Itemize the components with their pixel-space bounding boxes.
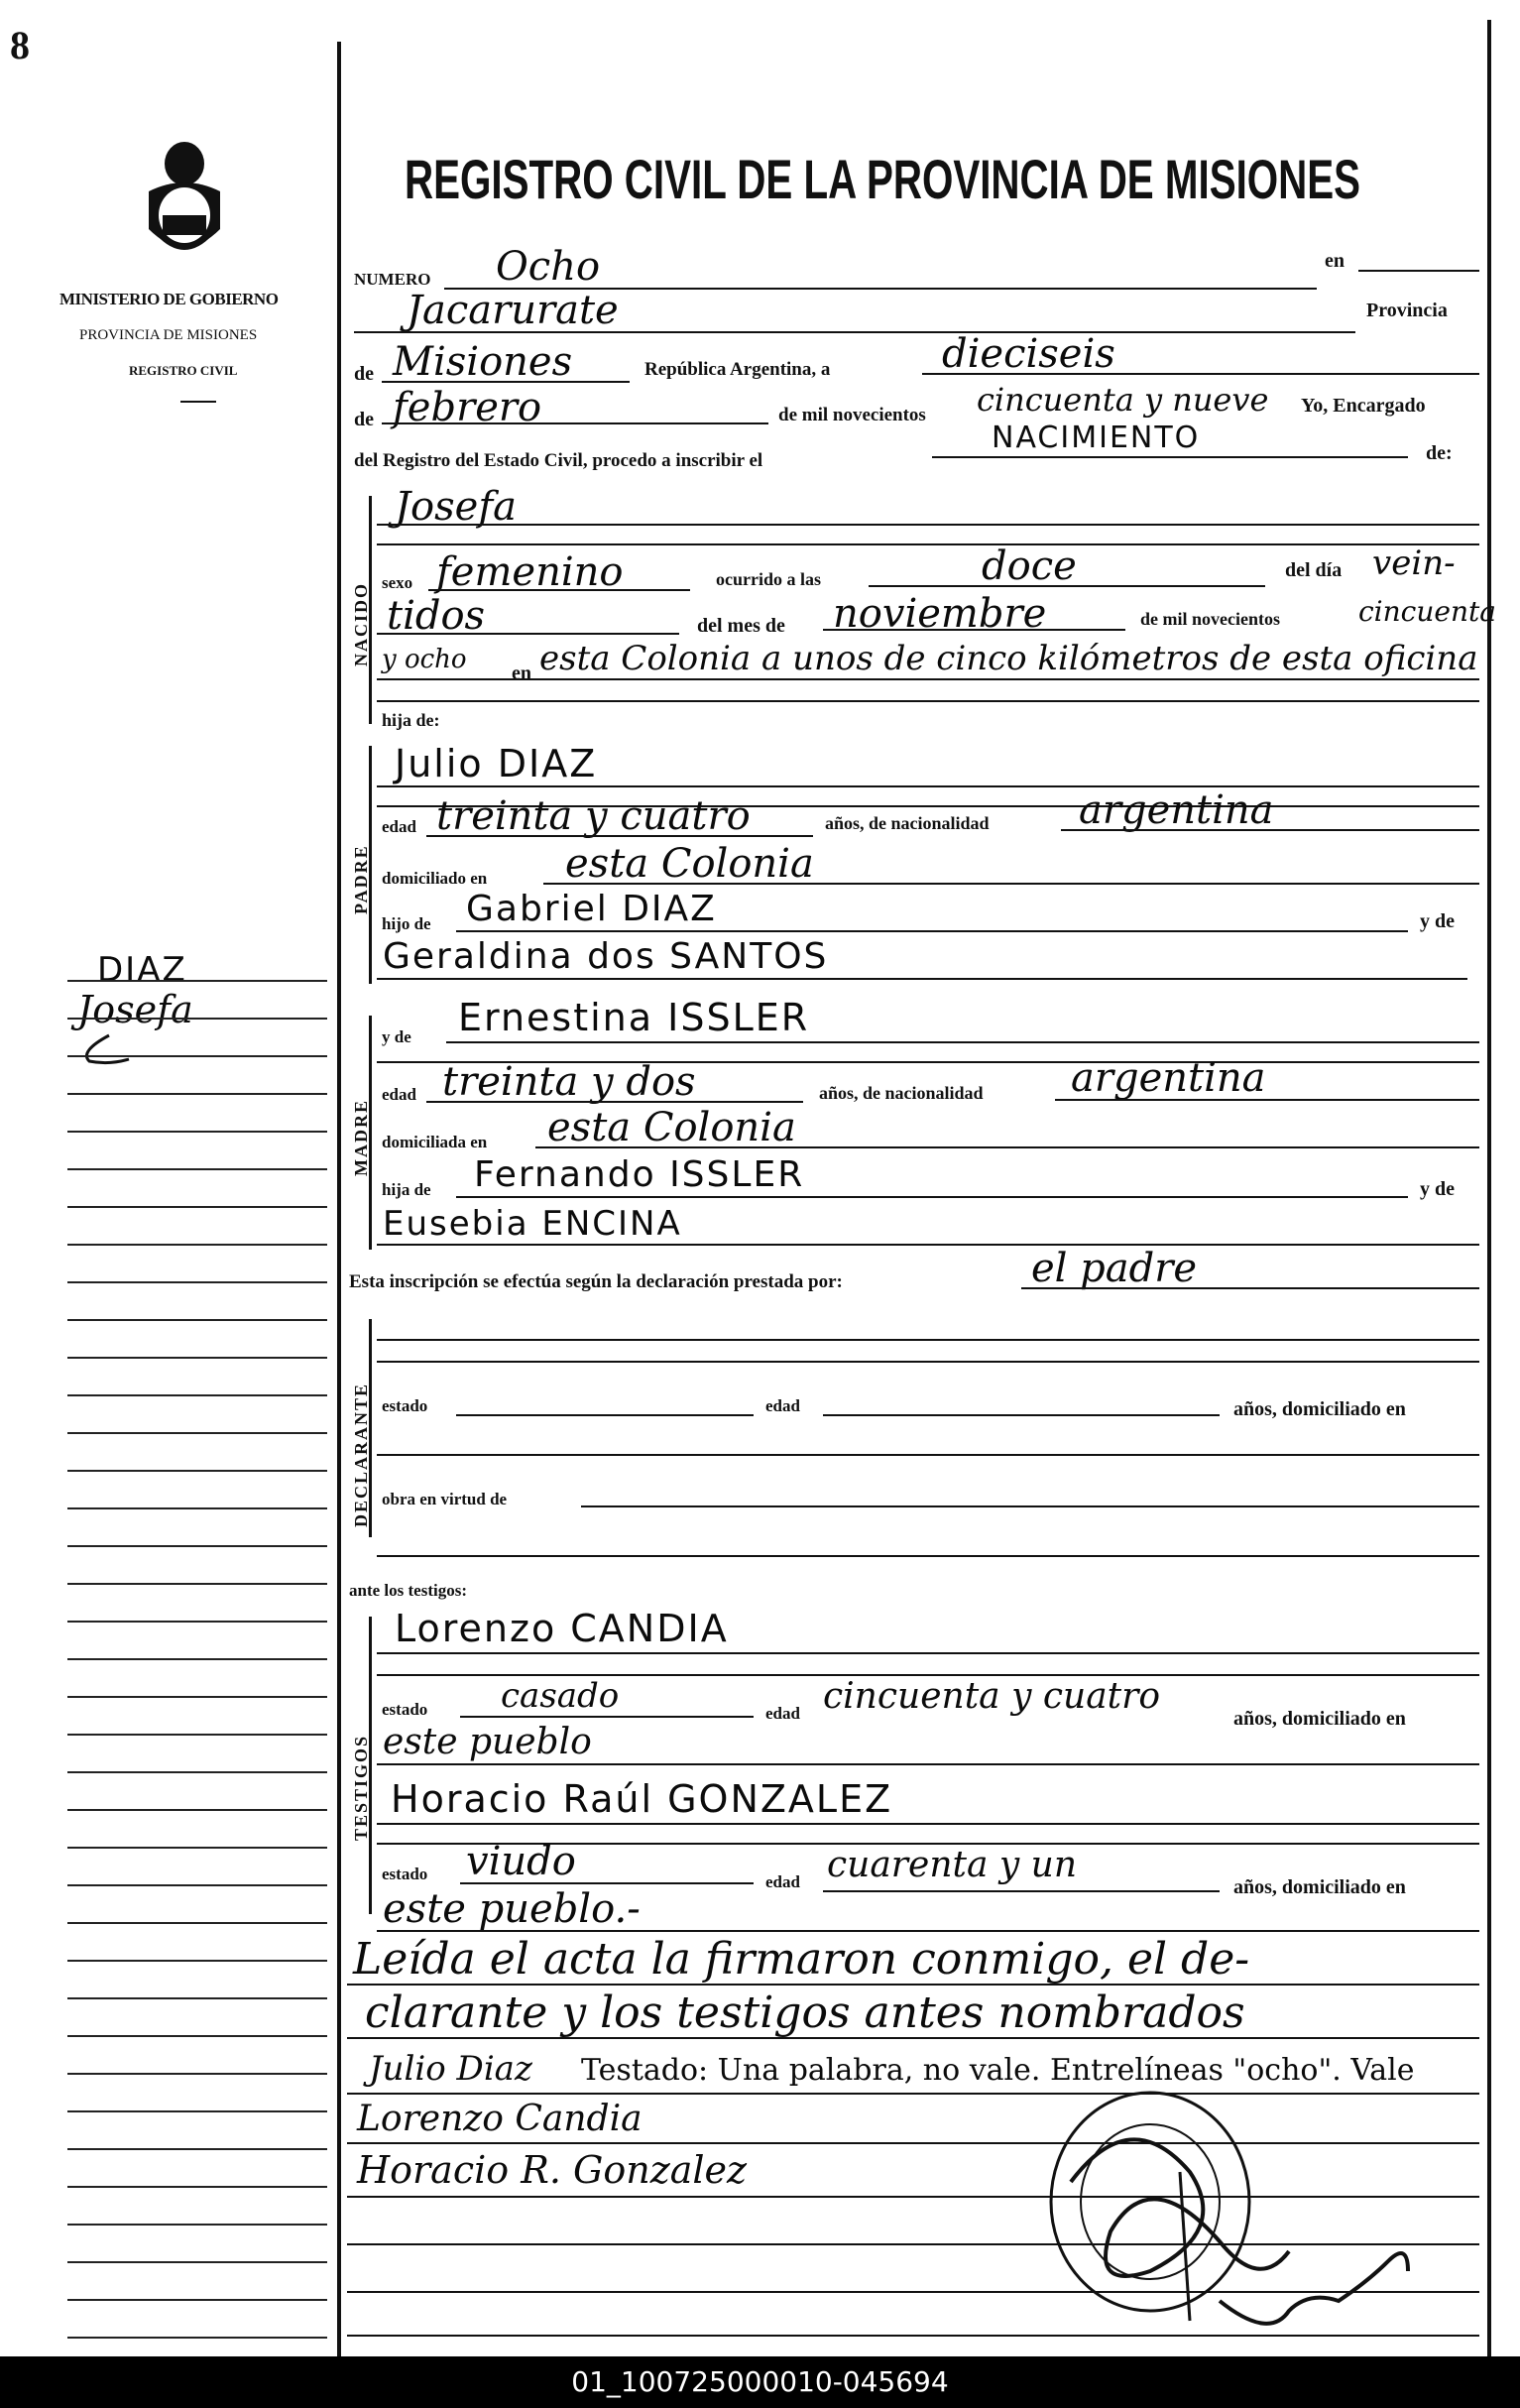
field-line [428, 589, 690, 591]
anio-value: cincuenta y nueve [977, 381, 1269, 419]
margin-ruled-line [67, 1281, 327, 1283]
province-label: PROVINCIA DE MISIONES [79, 327, 258, 343]
field-line [347, 2037, 1479, 2039]
provincia-value: Misiones [393, 339, 573, 385]
padre-edad-value: treinta y cuatro [436, 793, 751, 839]
margin-mark [69, 1031, 139, 1071]
de-colon-label: de: [1426, 442, 1453, 464]
padre-padre-de: Gabriel DIAZ [466, 889, 717, 929]
field-line [823, 1890, 1220, 1892]
dia-value-b: tidos [387, 593, 486, 639]
declarante-edad-label: edad [765, 1396, 800, 1415]
field-line [354, 331, 1355, 333]
field-line [377, 785, 1479, 787]
declarante-obra-label: obra en virtud de [382, 1490, 508, 1508]
divider [180, 401, 216, 403]
padre-nac-label: años, de nacionalidad [825, 813, 990, 833]
margin-ruled-line [67, 1055, 327, 1057]
margin-ruled-line [67, 1168, 327, 1170]
margin-nombre: Josefa [77, 988, 193, 1031]
nacido-nombre: Josefa [395, 484, 517, 530]
madre-y-de-2: y de [1420, 1178, 1455, 1200]
declarante-estado-label: estado [382, 1396, 428, 1415]
madre-dom-label: domiciliada en [382, 1133, 488, 1151]
margin-ruled-line [67, 2224, 327, 2226]
madre-padre-de: Fernando ISSLER [474, 1154, 805, 1195]
field-line [377, 1244, 1479, 1246]
republica-label: República Argentina, a [644, 359, 831, 380]
coat-of-arms-seal [139, 134, 230, 263]
nota-testado: Testado: Una palabra, no vale. Entrelíneas "ocho". Vale [581, 2053, 1415, 2088]
lugar-nacido-value: esta Colonia a unos de cinco kilómetros de esta oficina [539, 639, 1478, 678]
field-line [377, 1454, 1479, 1456]
padre-edad-label: edad [382, 817, 416, 836]
cierre-linea2: clarante y los testigos antes nombrados [365, 1987, 1245, 2038]
registry-label: REGISTRO CIVIL [129, 363, 238, 378]
madre-madre-de: Eusebia ENCINA [383, 1204, 682, 1244]
margin-ruled-line [67, 2035, 327, 2037]
margin-ruled-line [67, 1432, 327, 1434]
ocurrido-label: ocurrido a las [716, 569, 821, 589]
field-line [377, 978, 1467, 980]
hijo-label: hija de: [382, 710, 440, 730]
mes-label: del mes de [697, 615, 785, 637]
field-line [377, 633, 679, 635]
margin-ruled-line [67, 1131, 327, 1133]
declaracion-label: Esta inscripción se efectúa según la declaración prestada por: [349, 1271, 843, 1292]
numero-value: Ocho [496, 244, 601, 290]
margin-ruled-line [67, 1507, 327, 1509]
field-line [543, 883, 1479, 885]
madre-section-label: MADRE [351, 1099, 371, 1176]
margin-ruled-line [67, 1809, 327, 1811]
testigo1-domicilio: este pueblo [383, 1722, 592, 1762]
padre-hijo-label: hijo de [382, 914, 431, 933]
left-border-line [337, 42, 341, 2356]
margin-ruled-line [67, 2186, 327, 2188]
margin-ruled-line [67, 2073, 327, 2075]
testigo2-estado-label: estado [382, 1865, 428, 1883]
padre-dom-label: domiciliado en [382, 869, 488, 888]
provincia-label: Provincia [1366, 300, 1448, 321]
margin-ruled-line [67, 1357, 327, 1359]
field-line [377, 700, 1479, 702]
document-title: REGISTRO CIVIL DE LA PROVINCIA DE MISIONES [405, 148, 1361, 210]
margin-ruled-line [67, 1018, 327, 1020]
margin-apellido: DIAZ [97, 950, 187, 990]
field-line [377, 1555, 1479, 1557]
testigo1-nombre: Lorenzo CANDIA [395, 1607, 729, 1650]
margin-ruled-line [67, 1319, 327, 1321]
mes-value: febrero [393, 385, 542, 430]
firma-julio-diaz: Julio Diaz [369, 2049, 532, 2089]
madre-y-de: y de [382, 1027, 411, 1046]
margin-ruled-line [67, 1734, 327, 1736]
testigo1-edad-label: edad [765, 1704, 800, 1723]
field-line [932, 456, 1408, 458]
field-line [377, 1339, 1479, 1341]
margin-ruled-line [67, 1470, 327, 1472]
field-line [377, 524, 1479, 526]
testigo1-estado: casado [501, 1676, 620, 1716]
acto-value: NACIMIENTO [992, 421, 1201, 455]
testigos-intro: ante los testigos: [349, 1581, 467, 1600]
testigo2-nombre: Horacio Raúl GONZALEZ [391, 1777, 893, 1821]
de-label-2: de [354, 409, 374, 430]
madre-dom-value: esta Colonia [547, 1105, 796, 1150]
margin-ruled-line [67, 2261, 327, 2263]
field-line [823, 629, 1125, 631]
mil-label-nacido: de mil novecientos [1140, 609, 1280, 629]
margin-ruled-line [67, 1583, 327, 1585]
field-line [460, 1716, 754, 1718]
field-line [382, 381, 630, 383]
padre-y-de: y de [1420, 910, 1455, 932]
margin-ruled-line [67, 2148, 327, 2150]
firma-horacio-gonzalez: Horacio R. Gonzalez [357, 2148, 748, 2192]
field-line [377, 1763, 1479, 1765]
field-line [456, 930, 1408, 932]
testigo1-estado-label: estado [382, 1700, 428, 1719]
ministry-label: MINISTERIO DE GOBIERNO [59, 290, 279, 308]
testigo2-domicilio: este pueblo.- [383, 1886, 641, 1932]
testigo2-anios-label: años, domiciliado en [1233, 1876, 1406, 1898]
madre-hija-label: hija de [382, 1180, 431, 1199]
testigo2-edad-label: edad [765, 1872, 800, 1891]
margin-ruled-line [67, 1394, 327, 1396]
declaracion-value: el padre [1031, 1246, 1198, 1291]
anio-value-b: y ocho [382, 645, 467, 674]
sexo-value: femenino [436, 549, 624, 595]
margin-ruled-line [67, 1771, 327, 1773]
margin-ruled-line [67, 1545, 327, 1547]
madre-edad-value: treinta y dos [442, 1059, 696, 1105]
margin-ruled-line [67, 2110, 327, 2112]
testigo1-edad: cincuenta y cuatro [823, 1676, 1161, 1717]
field-line [377, 1652, 1479, 1654]
document-id-footer: 01_100725000010-045694 [0, 2356, 1520, 2408]
margin-ruled-line [67, 1922, 327, 1924]
numero-label: NUMERO [354, 270, 431, 289]
padre-nombre: Julio DIAZ [395, 742, 598, 785]
field-line [426, 835, 813, 837]
padre-madre-de: Geraldina dos SANTOS [383, 936, 829, 977]
page-number: 8 [10, 23, 30, 67]
field-line [1358, 270, 1479, 272]
margin-ruled-line [67, 2337, 327, 2339]
field-line [347, 1984, 1479, 1986]
madre-nombre: Ernestina ISSLER [458, 996, 810, 1039]
mes-value-nacido: noviembre [833, 591, 1047, 637]
field-line [382, 422, 768, 424]
official-stamp-signature [1031, 2063, 1448, 2350]
en-label-nacido: en [512, 662, 531, 684]
field-line [377, 1823, 1479, 1825]
field-line [377, 1930, 1479, 1932]
margin-ruled-line [67, 980, 327, 982]
testigo1-anios-label: años, domiciliado en [1233, 1708, 1406, 1730]
margin-ruled-line [67, 1658, 327, 1660]
margin-ruled-line [67, 2299, 327, 2301]
firma-lorenzo-candia: Lorenzo Candia [357, 2099, 643, 2139]
cierre-linea1: Leída el acta la firmaron conmigo, el de- [353, 1934, 1250, 1985]
padre-section-label: PADRE [351, 844, 371, 914]
dia-value: dieciseis [942, 331, 1115, 377]
sexo-label: sexo [382, 573, 413, 592]
nacido-section-label: NACIDO [351, 581, 371, 666]
margin-ruled-line [67, 1206, 327, 1208]
field-line [1055, 1099, 1479, 1101]
margin-ruled-line [67, 1960, 327, 1962]
en-label: en [1325, 250, 1345, 272]
field-line [446, 1041, 1479, 1043]
right-border-line [1487, 20, 1491, 2356]
field-line [1021, 1287, 1479, 1289]
field-line [377, 543, 1479, 545]
madre-edad-label: edad [382, 1085, 416, 1104]
field-line [456, 1196, 1408, 1198]
margin-ruled-line [67, 1093, 327, 1095]
margin-ruled-line [67, 1621, 327, 1623]
anio-value-a: cincuenta [1358, 595, 1496, 628]
field-line [869, 585, 1265, 587]
dia-value-a: vein- [1372, 543, 1456, 583]
testigo2-estado: viudo [466, 1839, 576, 1884]
margin-ruled-line [67, 1244, 327, 1246]
field-line [535, 1146, 1479, 1148]
del-dia-label: del día [1285, 559, 1343, 581]
padre-dom-value: esta Colonia [565, 841, 814, 887]
field-line [823, 1414, 1220, 1416]
field-line [581, 1505, 1479, 1507]
field-line [377, 1361, 1479, 1363]
field-line [460, 1882, 754, 1884]
padre-nac-value: argentina [1079, 787, 1274, 833]
margin-ruled-line [67, 1847, 327, 1849]
margin-ruled-line [67, 1884, 327, 1886]
yo-label: Yo, Encargado [1301, 395, 1426, 417]
margin-ruled-line [67, 1997, 327, 1999]
testigo2-edad: cuarenta y un [827, 1845, 1078, 1885]
declarante-section-label: DECLARANTE [351, 1382, 371, 1527]
field-line [377, 678, 1479, 680]
testigos-section-label: TESTIGOS [351, 1734, 371, 1841]
registro-label: del Registro del Estado Civil, procedo a inscribir el [354, 450, 763, 471]
hora-value: doce [982, 543, 1077, 589]
de-label: de [354, 363, 374, 385]
field-line [1061, 829, 1479, 831]
declarante-anios-label: años, domiciliado en [1233, 1398, 1406, 1420]
field-line [456, 1414, 754, 1416]
field-line [426, 1101, 803, 1103]
lugar-value: Jacarurate [407, 288, 619, 333]
mil-label: de mil novecientos [778, 405, 926, 425]
madre-nac-value: argentina [1071, 1055, 1266, 1101]
madre-nac-label: años, de nacionalidad [819, 1083, 984, 1103]
field-line [922, 373, 1479, 375]
margin-ruled-line [67, 1696, 327, 1698]
